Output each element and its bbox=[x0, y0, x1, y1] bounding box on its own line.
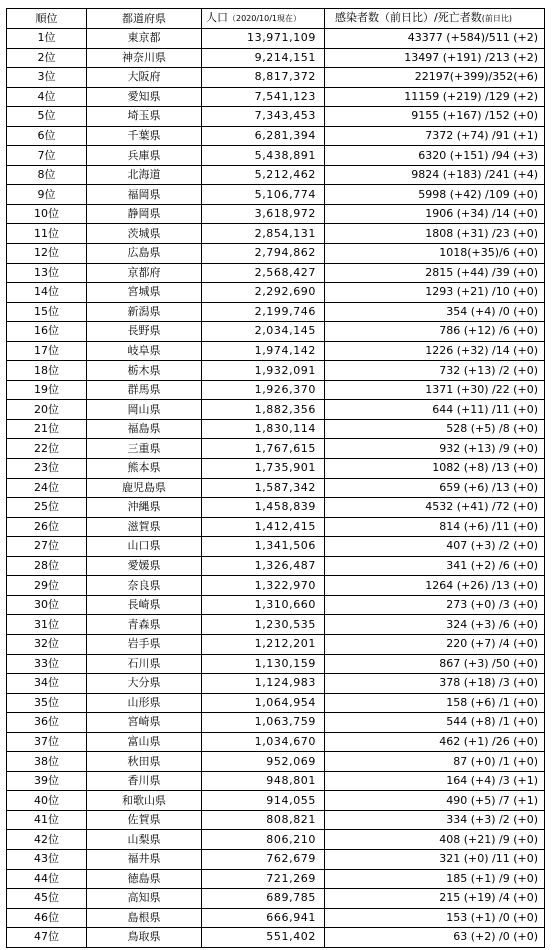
table-row bbox=[7, 595, 545, 615]
cell-rank: 39位 bbox=[7, 771, 87, 791]
cell-population: 2,794,862 bbox=[202, 244, 325, 264]
table-row bbox=[7, 889, 545, 909]
cell-population: 5,106,774 bbox=[202, 185, 325, 205]
cell-prefecture: 愛媛県 bbox=[87, 556, 202, 576]
cell-cases: 786 (+12) /6 (+0) bbox=[325, 322, 545, 342]
table-row bbox=[7, 869, 545, 889]
cell-population: 1,767,615 bbox=[202, 439, 325, 459]
cell-cases: 43377 (+584)/511 (+2) bbox=[325, 29, 545, 49]
table-row bbox=[7, 478, 545, 498]
cell-prefecture: 北海道 bbox=[87, 165, 202, 185]
cell-cases: 814 (+6) /11 (+0) bbox=[325, 517, 545, 537]
cell-rank: 43位 bbox=[7, 849, 87, 869]
cell-rank: 33位 bbox=[7, 654, 87, 674]
cell-prefecture: 青森県 bbox=[87, 615, 202, 635]
cell-prefecture: 奈良県 bbox=[87, 576, 202, 596]
cell-rank: 47位 bbox=[7, 928, 87, 948]
cell-cases: 1264 (+26) /13 (+0) bbox=[325, 576, 545, 596]
cell-population: 1,412,415 bbox=[202, 517, 325, 537]
cell-cases: 462 (+1) /26 (+0) bbox=[325, 732, 545, 752]
cell-population: 1,735,901 bbox=[202, 459, 325, 479]
cell-rank: 19位 bbox=[7, 380, 87, 400]
cell-prefecture: 滋賀県 bbox=[87, 517, 202, 537]
cell-population: 762,679 bbox=[202, 849, 325, 869]
cell-cases: 7372 (+74) /91 (+1) bbox=[325, 126, 545, 146]
cell-rank: 36位 bbox=[7, 713, 87, 733]
cell-cases: 490 (+5) /7 (+1) bbox=[325, 791, 545, 811]
cell-prefecture: 富山県 bbox=[87, 732, 202, 752]
cell-prefecture: 新潟県 bbox=[87, 302, 202, 322]
cell-cases: 4532 (+41) /72 (+0) bbox=[325, 498, 545, 518]
cell-population: 2,568,427 bbox=[202, 263, 325, 283]
cell-rank: 34位 bbox=[7, 674, 87, 694]
cell-prefecture: 静岡県 bbox=[87, 204, 202, 224]
cell-cases: 1371 (+30) /22 (+0) bbox=[325, 380, 545, 400]
table-row bbox=[7, 263, 545, 283]
table-row bbox=[7, 107, 545, 127]
cell-rank: 13位 bbox=[7, 263, 87, 283]
table-row bbox=[7, 361, 545, 381]
cell-rank: 24位 bbox=[7, 478, 87, 498]
header-population-label: 人口 bbox=[206, 11, 228, 24]
table-row bbox=[7, 713, 545, 733]
table-row bbox=[7, 654, 545, 674]
cell-prefecture: 島根県 bbox=[87, 908, 202, 928]
table-row bbox=[7, 302, 545, 322]
cell-population: 7,343,453 bbox=[202, 107, 325, 127]
cell-prefecture: 山口県 bbox=[87, 537, 202, 557]
cell-prefecture: 福井県 bbox=[87, 849, 202, 869]
cell-rank: 2位 bbox=[7, 48, 87, 68]
cell-population: 1,130,159 bbox=[202, 654, 325, 674]
table-row bbox=[7, 576, 545, 596]
table-row bbox=[7, 204, 545, 224]
cell-population: 8,817,372 bbox=[202, 68, 325, 88]
cell-cases: 158 (+6) /1 (+0) bbox=[325, 693, 545, 713]
table-row bbox=[7, 498, 545, 518]
cell-prefecture: 愛知県 bbox=[87, 87, 202, 107]
prefecture-covid-table bbox=[6, 8, 545, 948]
cell-population: 2,854,131 bbox=[202, 224, 325, 244]
cell-population: 1,063,759 bbox=[202, 713, 325, 733]
table-row bbox=[7, 634, 545, 654]
cell-population: 948,801 bbox=[202, 771, 325, 791]
table-row bbox=[7, 791, 545, 811]
cell-prefecture: 大阪府 bbox=[87, 68, 202, 88]
cell-population: 1,322,970 bbox=[202, 576, 325, 596]
cell-population: 7,541,123 bbox=[202, 87, 325, 107]
cell-rank: 40位 bbox=[7, 791, 87, 811]
cell-cases: 407 (+3) /2 (+0) bbox=[325, 537, 545, 557]
cell-cases: 1082 (+8) /13 (+0) bbox=[325, 459, 545, 479]
cell-population: 721,269 bbox=[202, 869, 325, 889]
cell-prefecture: 群馬県 bbox=[87, 380, 202, 400]
cell-cases: 153 (+1) /0 (+0) bbox=[325, 908, 545, 928]
table-row bbox=[7, 341, 545, 361]
cell-prefecture: 沖縄県 bbox=[87, 498, 202, 518]
table-row bbox=[7, 87, 545, 107]
cell-rank: 38位 bbox=[7, 752, 87, 772]
cell-population: 5,212,462 bbox=[202, 165, 325, 185]
cell-cases: 13497 (+191) /213 (+2) bbox=[325, 48, 545, 68]
cell-cases: 63 (+2) /0 (+0) bbox=[325, 928, 545, 948]
cell-prefecture: 長野県 bbox=[87, 322, 202, 342]
table-row bbox=[7, 732, 545, 752]
cell-population: 1,882,356 bbox=[202, 400, 325, 420]
cell-population: 1,974,142 bbox=[202, 341, 325, 361]
cell-population: 2,199,746 bbox=[202, 302, 325, 322]
table-row bbox=[7, 400, 545, 420]
cell-rank: 44位 bbox=[7, 869, 87, 889]
table-row bbox=[7, 771, 545, 791]
cell-prefecture: 茨城県 bbox=[87, 224, 202, 244]
header-population-note: （2020/10/1現在） bbox=[228, 14, 302, 23]
cell-cases: 6320 (+151) /94 (+3) bbox=[325, 146, 545, 166]
cell-prefecture: 岐阜県 bbox=[87, 341, 202, 361]
header-row bbox=[7, 9, 545, 29]
cell-cases: 659 (+6) /13 (+0) bbox=[325, 478, 545, 498]
table-row bbox=[7, 752, 545, 772]
cell-population: 1,830,114 bbox=[202, 419, 325, 439]
cell-population: 551,402 bbox=[202, 928, 325, 948]
cell-population: 1,341,506 bbox=[202, 537, 325, 557]
cell-prefecture: 福岡県 bbox=[87, 185, 202, 205]
cell-population: 2,292,690 bbox=[202, 283, 325, 303]
cell-population: 1,932,091 bbox=[202, 361, 325, 381]
table-row bbox=[7, 908, 545, 928]
cell-rank: 16位 bbox=[7, 322, 87, 342]
cell-prefecture: 香川県 bbox=[87, 771, 202, 791]
cell-population: 1,326,487 bbox=[202, 556, 325, 576]
table-row bbox=[7, 517, 545, 537]
cell-population: 689,785 bbox=[202, 889, 325, 909]
table-row bbox=[7, 537, 545, 557]
cell-rank: 41位 bbox=[7, 810, 87, 830]
table-row bbox=[7, 849, 545, 869]
table-row bbox=[7, 419, 545, 439]
cell-population: 1,034,670 bbox=[202, 732, 325, 752]
cell-population: 952,069 bbox=[202, 752, 325, 772]
table-body bbox=[7, 29, 545, 948]
table-row bbox=[7, 380, 545, 400]
cell-cases: 215 (+19) /4 (+0) bbox=[325, 889, 545, 909]
cell-population: 9,214,151 bbox=[202, 48, 325, 68]
cell-population: 2,034,145 bbox=[202, 322, 325, 342]
cell-cases: 9155 (+167) /152 (+0) bbox=[325, 107, 545, 127]
cell-rank: 12位 bbox=[7, 244, 87, 264]
cell-rank: 7位 bbox=[7, 146, 87, 166]
cell-rank: 29位 bbox=[7, 576, 87, 596]
cell-cases: 544 (+8) /1 (+0) bbox=[325, 713, 545, 733]
cell-prefecture: 熊本県 bbox=[87, 459, 202, 479]
cell-cases: 341 (+2) /6 (+0) bbox=[325, 556, 545, 576]
cell-cases: 1906 (+34) /14 (+0) bbox=[325, 204, 545, 224]
cell-prefecture: 千葉県 bbox=[87, 126, 202, 146]
cell-prefecture: 広島県 bbox=[87, 244, 202, 264]
cell-prefecture: 鳥取県 bbox=[87, 928, 202, 948]
cell-population: 666,941 bbox=[202, 908, 325, 928]
header-cases-note: (前日比) bbox=[481, 14, 512, 23]
cell-prefecture: 徳島県 bbox=[87, 869, 202, 889]
cell-prefecture: 東京都 bbox=[87, 29, 202, 49]
table-row bbox=[7, 810, 545, 830]
cell-cases: 9824 (+183) /241 (+4) bbox=[325, 165, 545, 185]
cell-rank: 45位 bbox=[7, 889, 87, 909]
cell-prefecture: 高知県 bbox=[87, 889, 202, 909]
table-row bbox=[7, 224, 545, 244]
cell-rank: 28位 bbox=[7, 556, 87, 576]
cell-rank: 42位 bbox=[7, 830, 87, 850]
table-row bbox=[7, 693, 545, 713]
cell-cases: 164 (+4) /3 (+1) bbox=[325, 771, 545, 791]
cell-prefecture: 宮崎県 bbox=[87, 713, 202, 733]
cell-cases: 1293 (+21) /10 (+0) bbox=[325, 283, 545, 303]
cell-cases: 644 (+11) /11 (+0) bbox=[325, 400, 545, 420]
cell-rank: 18位 bbox=[7, 361, 87, 381]
cell-rank: 32位 bbox=[7, 634, 87, 654]
cell-population: 3,618,972 bbox=[202, 204, 325, 224]
cell-rank: 8位 bbox=[7, 165, 87, 185]
cell-cases: 528 (+5) /8 (+0) bbox=[325, 419, 545, 439]
cell-population: 1,230,535 bbox=[202, 615, 325, 635]
table-row bbox=[7, 928, 545, 948]
cell-cases: 1808 (+31) /23 (+0) bbox=[325, 224, 545, 244]
cell-rank: 22位 bbox=[7, 439, 87, 459]
cell-rank: 25位 bbox=[7, 498, 87, 518]
table-row bbox=[7, 615, 545, 635]
header-population bbox=[202, 9, 325, 29]
cell-prefecture: 石川県 bbox=[87, 654, 202, 674]
cell-cases: 11159 (+219) /129 (+2) bbox=[325, 87, 545, 107]
table-row bbox=[7, 322, 545, 342]
header-prefecture: 都道府県 bbox=[87, 9, 202, 29]
cell-population: 1,124,983 bbox=[202, 674, 325, 694]
cell-rank: 11位 bbox=[7, 224, 87, 244]
header-cases bbox=[325, 9, 545, 29]
cell-prefecture: 佐賀県 bbox=[87, 810, 202, 830]
cell-prefecture: 長崎県 bbox=[87, 595, 202, 615]
cell-cases: 324 (+3) /6 (+0) bbox=[325, 615, 545, 635]
table-row bbox=[7, 244, 545, 264]
cell-cases: 354 (+4) /0 (+0) bbox=[325, 302, 545, 322]
cell-cases: 273 (+0) /3 (+0) bbox=[325, 595, 545, 615]
table-row bbox=[7, 830, 545, 850]
cell-rank: 37位 bbox=[7, 732, 87, 752]
cell-cases: 2815 (+44) /39 (+0) bbox=[325, 263, 545, 283]
cell-prefecture: 秋田県 bbox=[87, 752, 202, 772]
cell-prefecture: 岡山県 bbox=[87, 400, 202, 420]
cell-population: 6,281,394 bbox=[202, 126, 325, 146]
cell-prefecture: 鹿児島県 bbox=[87, 478, 202, 498]
cell-cases: 732 (+13) /2 (+0) bbox=[325, 361, 545, 381]
cell-prefecture: 大分県 bbox=[87, 674, 202, 694]
cell-cases: 220 (+7) /4 (+0) bbox=[325, 634, 545, 654]
cell-cases: 5998 (+42) /109 (+0) bbox=[325, 185, 545, 205]
cell-population: 13,971,109 bbox=[202, 29, 325, 49]
cell-rank: 15位 bbox=[7, 302, 87, 322]
cell-prefecture: 福島県 bbox=[87, 419, 202, 439]
cell-rank: 20位 bbox=[7, 400, 87, 420]
cell-population: 1,212,201 bbox=[202, 634, 325, 654]
cell-rank: 9位 bbox=[7, 185, 87, 205]
table-row bbox=[7, 283, 545, 303]
cell-rank: 5位 bbox=[7, 107, 87, 127]
cell-rank: 4位 bbox=[7, 87, 87, 107]
cell-population: 1,587,342 bbox=[202, 478, 325, 498]
table-row bbox=[7, 674, 545, 694]
table-row bbox=[7, 165, 545, 185]
cell-cases: 378 (+18) /3 (+0) bbox=[325, 674, 545, 694]
header-cases-label: 感染者数（前日比）/死亡者数 bbox=[335, 11, 482, 24]
cell-cases: 1226 (+32) /14 (+0) bbox=[325, 341, 545, 361]
cell-rank: 3位 bbox=[7, 68, 87, 88]
cell-rank: 6位 bbox=[7, 126, 87, 146]
cell-rank: 23位 bbox=[7, 459, 87, 479]
cell-rank: 35位 bbox=[7, 693, 87, 713]
cell-rank: 1位 bbox=[7, 29, 87, 49]
cell-prefecture: 宮城県 bbox=[87, 283, 202, 303]
cell-population: 1,064,954 bbox=[202, 693, 325, 713]
cell-prefecture: 埼玉県 bbox=[87, 107, 202, 127]
cell-population: 806,210 bbox=[202, 830, 325, 850]
cell-rank: 31位 bbox=[7, 615, 87, 635]
cell-cases: 408 (+21) /9 (+0) bbox=[325, 830, 545, 850]
header-rank: 順位 bbox=[7, 9, 87, 29]
cell-population: 1,310,660 bbox=[202, 595, 325, 615]
cell-population: 5,438,891 bbox=[202, 146, 325, 166]
cell-cases: 932 (+13) /9 (+0) bbox=[325, 439, 545, 459]
table-row bbox=[7, 48, 545, 68]
table-row bbox=[7, 29, 545, 49]
table-row bbox=[7, 439, 545, 459]
cell-prefecture: 岩手県 bbox=[87, 634, 202, 654]
cell-cases: 1018(+35)/6 (+0) bbox=[325, 244, 545, 264]
cell-rank: 26位 bbox=[7, 517, 87, 537]
cell-rank: 46位 bbox=[7, 908, 87, 928]
cell-rank: 30位 bbox=[7, 595, 87, 615]
cell-prefecture: 神奈川県 bbox=[87, 48, 202, 68]
cell-cases: 334 (+3) /2 (+0) bbox=[325, 810, 545, 830]
cell-rank: 14位 bbox=[7, 283, 87, 303]
cell-rank: 21位 bbox=[7, 419, 87, 439]
cell-population: 808,821 bbox=[202, 810, 325, 830]
cell-prefecture: 和歌山県 bbox=[87, 791, 202, 811]
cell-population: 1,926,370 bbox=[202, 380, 325, 400]
table-row bbox=[7, 68, 545, 88]
cell-cases: 22197(+399)/352(+6) bbox=[325, 68, 545, 88]
table-row bbox=[7, 556, 545, 576]
cell-cases: 867 (+3) /50 (+0) bbox=[325, 654, 545, 674]
cell-rank: 10位 bbox=[7, 204, 87, 224]
cell-prefecture: 京都府 bbox=[87, 263, 202, 283]
table-row bbox=[7, 185, 545, 205]
table-row bbox=[7, 459, 545, 479]
cell-prefecture: 山形県 bbox=[87, 693, 202, 713]
cell-population: 914,055 bbox=[202, 791, 325, 811]
table-row bbox=[7, 146, 545, 166]
table-row bbox=[7, 126, 545, 146]
cell-rank: 27位 bbox=[7, 537, 87, 557]
cell-prefecture: 山梨県 bbox=[87, 830, 202, 850]
cell-prefecture: 三重県 bbox=[87, 439, 202, 459]
cell-cases: 321 (+0) /11 (+0) bbox=[325, 849, 545, 869]
cell-prefecture: 栃木県 bbox=[87, 361, 202, 381]
cell-rank: 17位 bbox=[7, 341, 87, 361]
cell-prefecture: 兵庫県 bbox=[87, 146, 202, 166]
cell-cases: 185 (+1) /9 (+0) bbox=[325, 869, 545, 889]
cell-population: 1,458,839 bbox=[202, 498, 325, 518]
cell-cases: 87 (+0) /1 (+0) bbox=[325, 752, 545, 772]
